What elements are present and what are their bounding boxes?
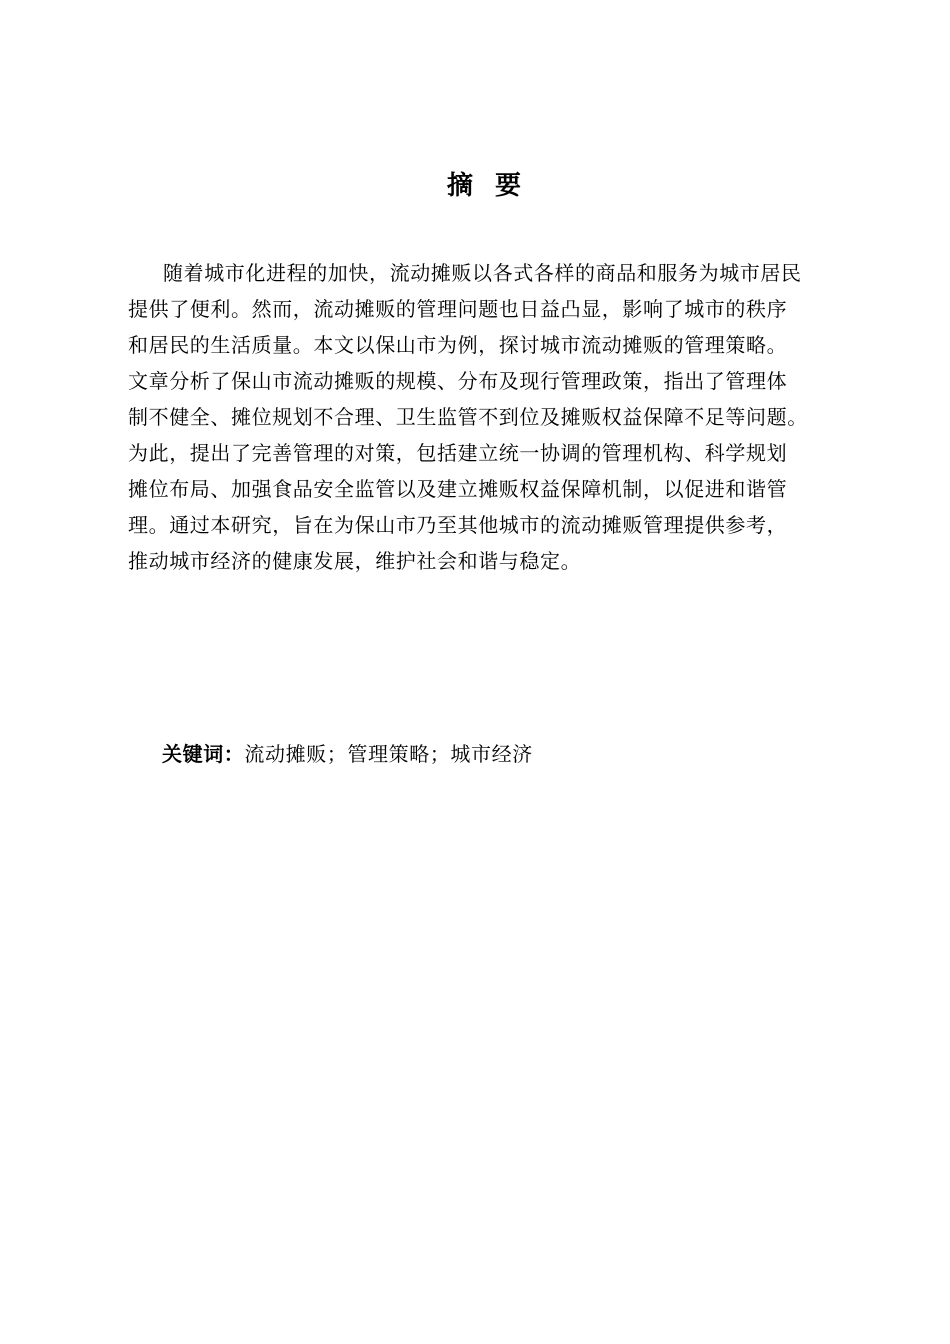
keywords (162, 737, 533, 771)
abstract-line: 理。通过本研究，旨在为保山市乃至其他城市的流动摊贩管理提供参考， (128, 513, 788, 537)
abstract-body (128, 256, 868, 580)
abstract-line: 制不健全、摊位规划不合理、卫生监管不到位及摊贩权益保障不足等问题。 (128, 405, 808, 429)
abstract-line: 随着城市化进程的加快，流动摊贩以各式各样的商品和服务为城市居民 (163, 261, 802, 285)
abstract-line: 提供了便利。然而，流动摊贩的管理问题也日益凸显，影响了城市的秩序 (128, 297, 788, 321)
keywords-value: 流动摊贩；管理策略；城市经济 (244, 742, 533, 766)
abstract-line: 为此，提出了完善管理的对策，包括建立统一协调的管理机构、科学规划 (128, 441, 788, 465)
abstract-line: 和居民的生活质量。本文以保山市为例，探讨城市流动摊贩的管理策略。 (128, 333, 788, 357)
keywords-label: 关键词： (162, 742, 245, 766)
abstract-line: 文章分析了保山市流动摊贩的规模、分布及现行管理政策，指出了管理体 (128, 369, 788, 393)
abstract-title: 摘要 (446, 171, 543, 201)
abstract-line: 摊位布局、加强食品安全监管以及建立摊贩权益保障机制，以促进和谐管 (128, 477, 788, 501)
abstract-line: 推动城市经济的健康发展，维护社会和谐与稳定。 (128, 549, 582, 573)
